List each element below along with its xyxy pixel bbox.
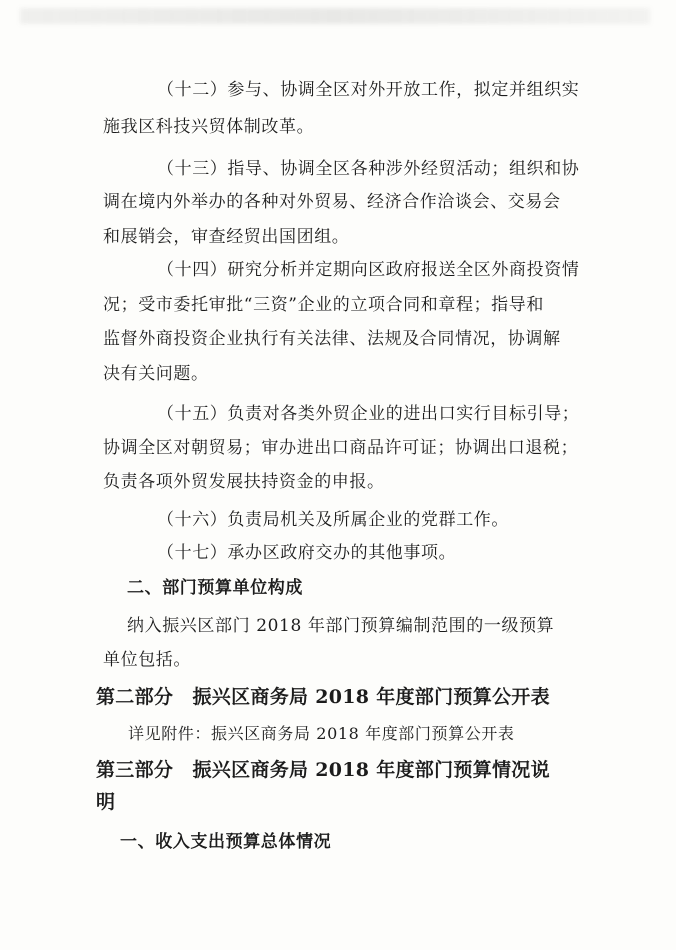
paragraph-13-line-1: （十三）指导、协调全区各种涉外经贸活动；组织和协 — [157, 159, 580, 179]
revenue-expenditure-subheading: 一、收入支出预算总体情况 — [120, 832, 332, 852]
paragraph-13-line-2: 调在境内外举办的各种对外贸易、经济合作洽谈会、交易会 — [103, 192, 561, 212]
paragraph-16: （十六）负责局机关及所属企业的党群工作。 — [157, 510, 509, 530]
paragraph-14-line-1: （十四）研究分析并定期向区政府报送全区外商投资情 — [157, 260, 580, 280]
paragraph-14-line-4: 决有关问题。 — [103, 364, 209, 384]
part-two-title: 第二部分 振兴区商务局 2018 年度部门预算公开表 — [96, 686, 550, 708]
part-three-title-line-1: 第三部分 振兴区商务局 2018 年度部门预算情况说 — [96, 759, 550, 781]
unit-composition-body-line-2: 单位包括。 — [103, 650, 191, 670]
paragraph-15-line-1: （十五）负责对各类外贸企业的进出口实行目标引导； — [157, 404, 580, 424]
section-heading-unit-composition: 二、部门预算单位构成 — [127, 578, 303, 598]
part-three-title-line-2: 明 — [96, 791, 116, 813]
unit-composition-body-line-1: 纳入振兴区部门 2018 年部门预算编制范围的一级预算 — [127, 616, 555, 636]
paragraph-17: （十七）承办区政府交办的其他事项。 — [157, 543, 457, 563]
paragraph-15-line-3: 负责各项外贸发展扶持资金的申报。 — [103, 472, 385, 492]
paragraph-14-line-3: 监督外商投资企业执行有关法律、法规及合同情况，协调解 — [103, 329, 561, 349]
part-two-attachment-note: 详见附件：振兴区商务局 2018 年度部门预算公开表 — [128, 724, 515, 743]
paragraph-12-line-1: （十二）参与、协调全区对外开放工作，拟定并组织实 — [157, 80, 580, 100]
paragraph-15-line-2: 协调全区对朝贸易；审办进出口商品许可证；协调出口退税； — [103, 438, 579, 458]
paragraph-13-line-3: 和展销会，审查经贸出国团组。 — [103, 227, 350, 247]
paragraph-14-line-2: 况；受市委托审批“三资”企业的立项合同和章程；指导和 — [103, 295, 544, 315]
scan-artifact — [20, 8, 650, 24]
paragraph-12-line-2: 施我区科技兴贸体制改革。 — [103, 117, 315, 137]
